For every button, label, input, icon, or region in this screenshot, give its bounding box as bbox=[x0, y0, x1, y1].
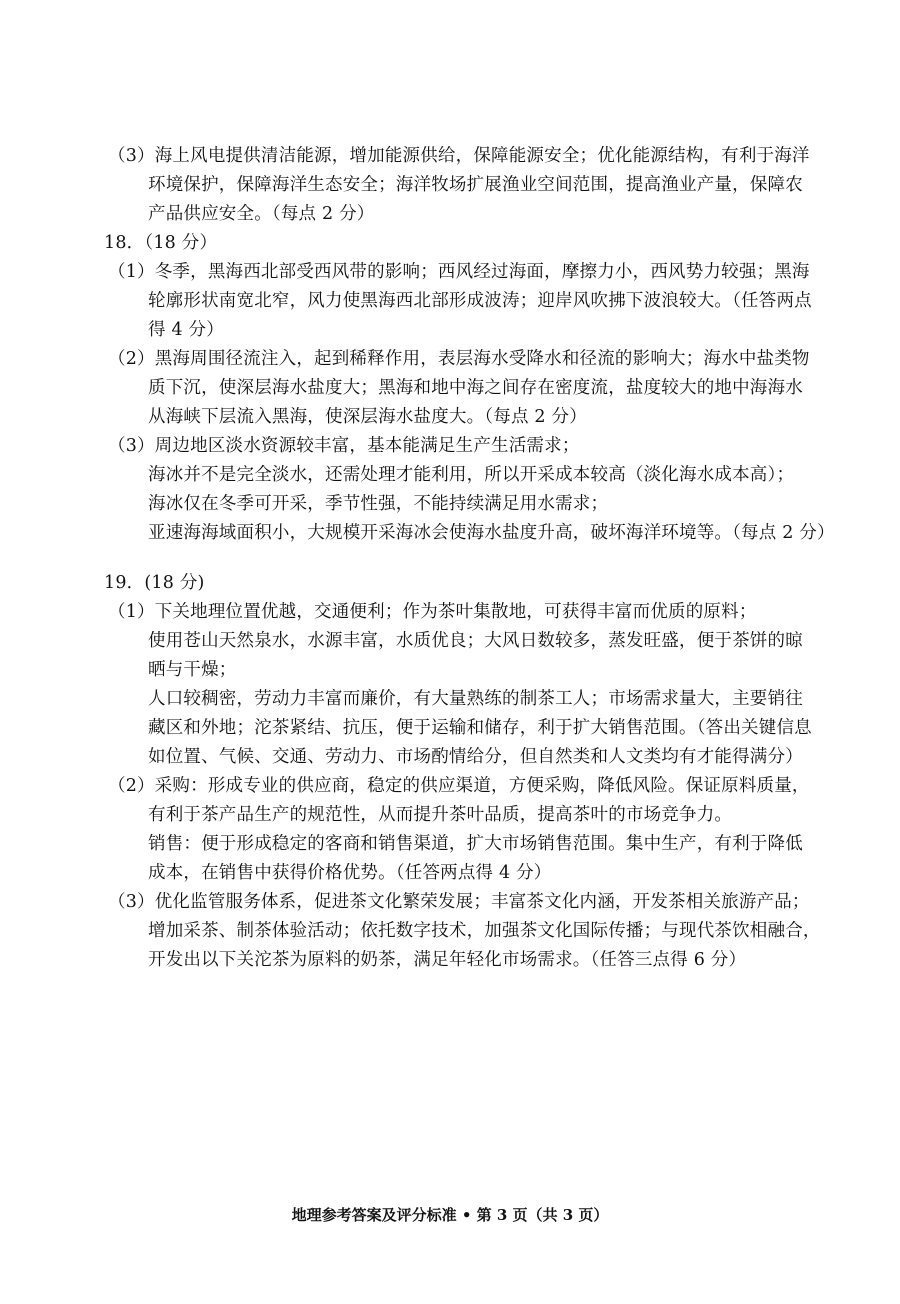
q18-3-line-3: 海冰仅在冬季可开采，季节性强，不能持续满足用水需求； bbox=[148, 494, 609, 514]
q19-1-line-6: 如位置、气候、交通、劳动力、市场酌情给分，但自然类和人文类均有才能得满分） bbox=[148, 747, 803, 767]
q19-2-line-3: 销售：便于形成稳定的客商和销售渠道，扩大市场销售范围。集中生产，有利于降低 bbox=[148, 834, 803, 854]
q17-3-line-2: 环境保护，保障海洋生态安全；海洋牧场扩展渔业空间范围，提高渔业产量，保障农 bbox=[148, 175, 803, 195]
q17-3-line-3: 产品供应安全。（每点 2 分） bbox=[148, 204, 375, 224]
q18-1-line-1: （1）冬季，黑海西北部受西风带的影响；西风经过海面，摩擦力小，西风势力较强；黑海 bbox=[108, 262, 810, 282]
q19-1-line-4: 人口较稠密，劳动力丰富而廉价，有大量熟练的制茶工人；市场需求量大，主要销往 bbox=[148, 689, 803, 709]
q19-2-line-4: 成本，在销售中获得价格优势。（任答两点得 4 分） bbox=[148, 863, 552, 883]
q18-1-line-2: 轮廓形状南宽北窄，风力使黑海西北部形成波涛；迎岸风吹拂下波浪较大。（任答两点 bbox=[148, 291, 812, 311]
q19-2-line-1: （2）采购：形成专业的供应商，稳定的供应渠道，方便采购，降低风险。保证原料质量， bbox=[108, 776, 810, 796]
q19-3-line-1: （3）优化监管服务体系，促进茶文化繁荣发展；丰富茶文化内涵，开发茶相关旅游产品； bbox=[108, 892, 810, 912]
q19-1-line-3: 晒与干燥； bbox=[148, 660, 237, 680]
q18-heading: 18．（18 分） bbox=[104, 233, 218, 253]
q18-3-line-4: 亚速海海域面积小，大规模开采海冰会使海水盐度升高，破坏海洋环境等。（每点 2 分） bbox=[148, 523, 835, 543]
q18-3-line-1: （3）周边地区淡水资源较丰富，基本能满足生产生活需求； bbox=[108, 436, 580, 456]
q17-3-line-1: （3）海上风电提供清洁能源，增加能源供给，保障能源安全；优化能源结构，有利于海洋 bbox=[108, 146, 810, 166]
q18-1-line-3: 得 4 分） bbox=[148, 320, 224, 340]
q19-1-line-1: （1）下关地理位置优越，交通便利；作为茶叶集散地，可获得丰富而优质的原料； bbox=[108, 602, 757, 622]
q19-1-line-5: 藏区和外地；沱茶紧结、抗压，便于运输和储存，利于扩大销售范围。（答出关键信息 bbox=[148, 718, 812, 738]
q19-3-line-3: 开发出以下关沱茶为原料的奶茶，满足年轻化市场需求。（任答三点得 6 分） bbox=[148, 950, 747, 970]
q18-2-line-3: 从海峡下层流入黑海，使深层海水盐度大。（每点 2 分） bbox=[148, 407, 587, 427]
q18-3-line-2: 海冰并不是完全淡水，还需处理才能利用，所以开采成本较高（淡化海水成本高）； bbox=[148, 465, 795, 485]
q18-2-line-2: 质下沉，使深层海水盐度大；黑海和地中海之间存在密度流，盐度较大的地中海海水 bbox=[148, 378, 803, 398]
q19-heading: 19．(18 分) bbox=[104, 573, 205, 593]
q19-2-line-2: 有利于茶产品生产的规范性，从而提升茶叶品质，提高茶叶的市场竞争力。 bbox=[148, 805, 733, 825]
q19-3-line-2: 增加采茶、制茶体验活动；依托数字技术，加强茶文化国际传播；与现代茶饮相融合， bbox=[148, 921, 821, 941]
q18-2-line-1: （2）黑海周围径流注入，起到稀释作用，表层海水受降水和径流的影响大；海水中盐类物 bbox=[108, 349, 810, 369]
page-footer: 地理参考答案及评分标准 • 第 3 页（共 3 页） bbox=[291, 1206, 609, 1224]
q19-1-line-2: 使用苍山天然泉水，水源丰富，水质优良；大风日数较多，蒸发旺盛，便于茶饼的晾 bbox=[148, 631, 803, 651]
